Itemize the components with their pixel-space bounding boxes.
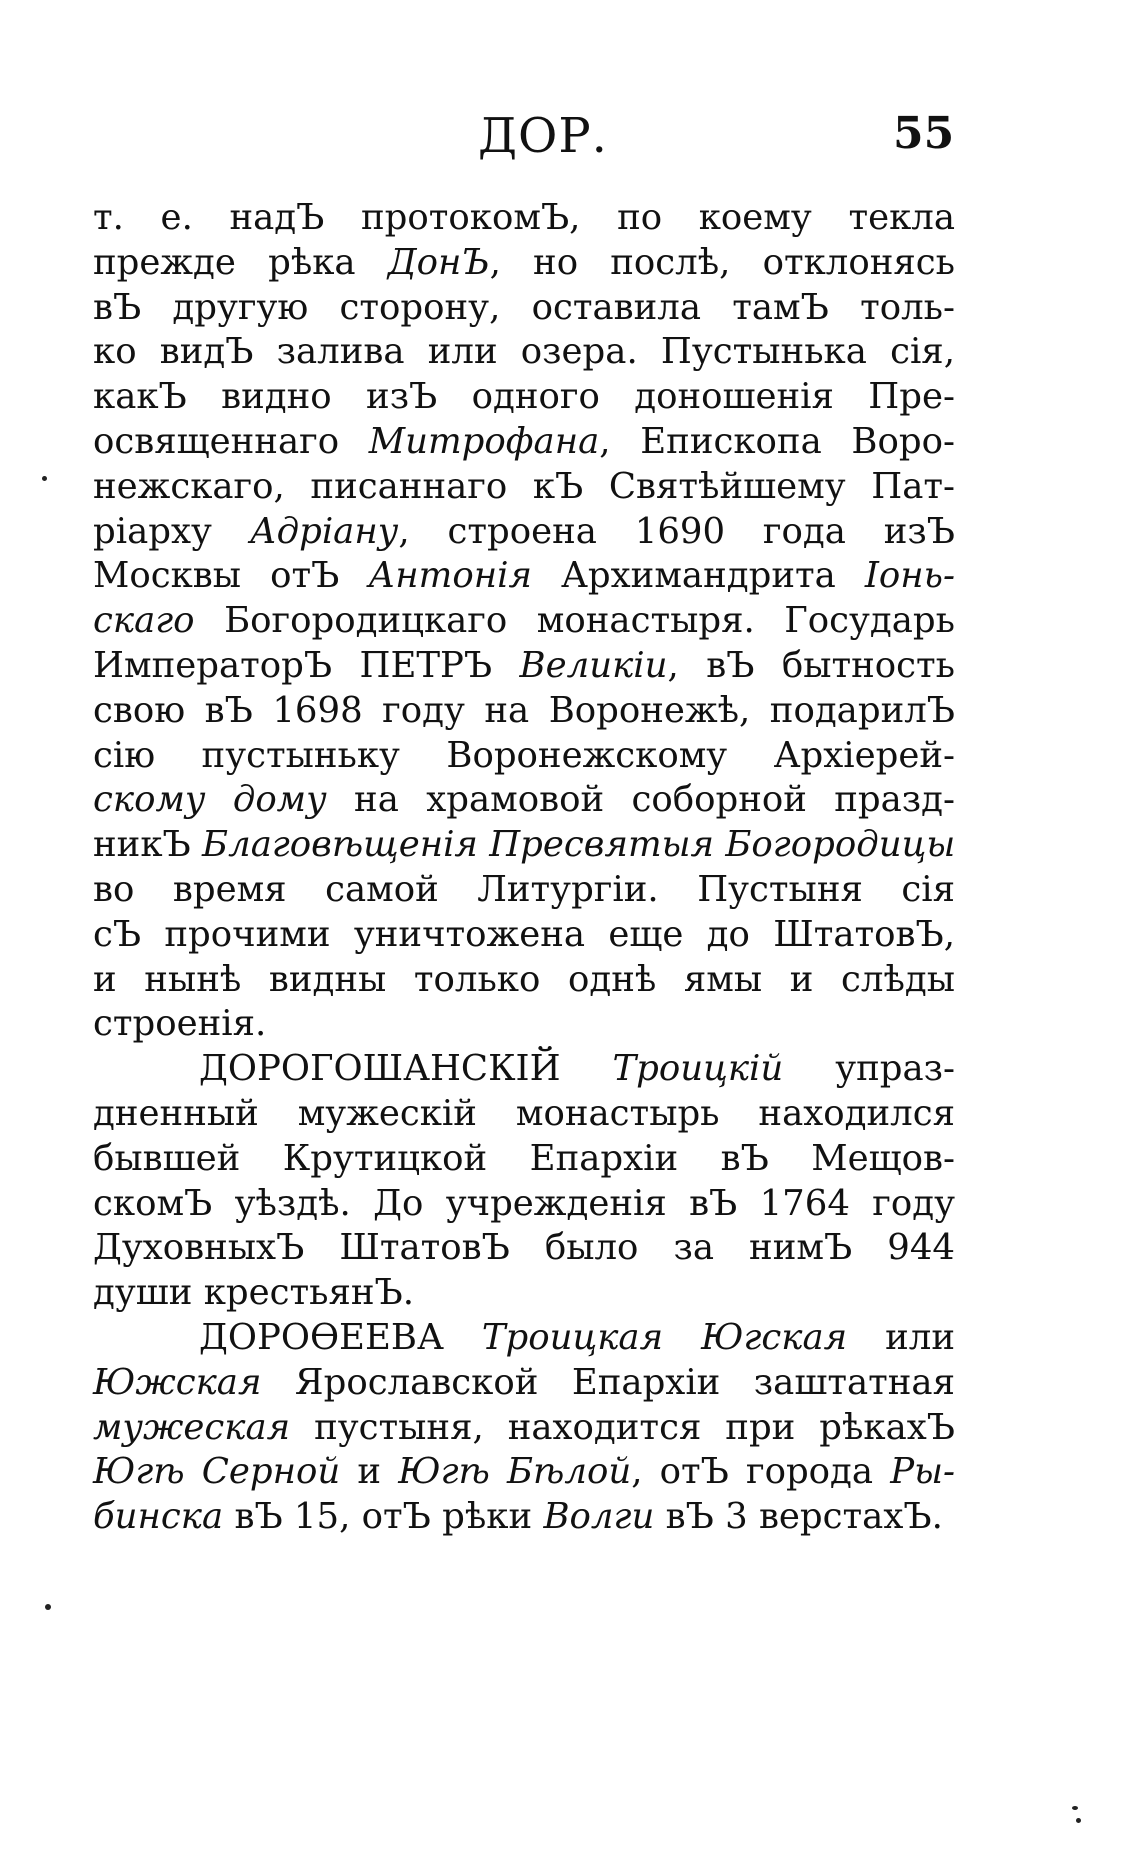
text-line bbox=[93, 823, 955, 868]
text-run: вЪ 3 верстахЪ. bbox=[654, 1496, 943, 1538]
text-line bbox=[93, 778, 955, 823]
text-run: строенія. bbox=[93, 1003, 267, 1045]
text-run: , Епископа Воро- bbox=[599, 420, 955, 462]
text-run: или bbox=[847, 1316, 955, 1358]
text-run: ДОРОГОШАНСКІЙ bbox=[199, 1048, 613, 1090]
text-run: упраз- bbox=[783, 1048, 955, 1090]
text-line bbox=[93, 1002, 955, 1047]
text-run: какЪ видно изЪ одного доношенія Пре- bbox=[93, 376, 955, 418]
text-run: , вЪ бытность bbox=[667, 644, 955, 686]
text-line bbox=[93, 1361, 955, 1406]
italic-run: Митрофана bbox=[368, 420, 600, 462]
page-number: 55 bbox=[893, 108, 955, 159]
text-line bbox=[93, 644, 955, 689]
text-line bbox=[93, 1316, 955, 1361]
italic-run: Великіи bbox=[519, 644, 668, 686]
text-run: ИмператорЪ ПЕТРЪ bbox=[93, 644, 520, 686]
text-line bbox=[93, 1182, 955, 1227]
text-run: , строена 1690 года изЪ bbox=[398, 510, 955, 552]
text-run: души крестьянЪ. bbox=[93, 1272, 415, 1314]
text-run: сЪ прочими уничтожена еще до ШтатовЪ, bbox=[93, 913, 955, 955]
text-run: вЪ 15, отЪ рѣки bbox=[223, 1496, 544, 1538]
text-line bbox=[93, 554, 955, 599]
italic-run: скому дому bbox=[93, 779, 327, 821]
text-line bbox=[93, 868, 955, 913]
italic-run: Ры- bbox=[890, 1451, 955, 1493]
italic-run: бинска bbox=[93, 1496, 224, 1538]
text-line bbox=[93, 330, 955, 375]
text-line bbox=[93, 465, 955, 510]
text-run: т. е. надЪ протокомЪ, по коему текла bbox=[93, 197, 955, 238]
text-line bbox=[93, 1226, 955, 1271]
text-run: Москвы отЪ bbox=[93, 555, 369, 597]
text-line bbox=[93, 1406, 955, 1451]
italic-run: Антонія bbox=[368, 555, 532, 597]
ink-speck bbox=[1072, 1806, 1078, 1810]
text-run: свою вЪ 1698 году на Воронежѣ, подарилЪ bbox=[93, 689, 955, 731]
text-line bbox=[93, 734, 955, 779]
text-run: ко видЪ залива или озера. Пустынька сія, bbox=[93, 331, 955, 373]
text-run: на храмовой соборной празд- bbox=[326, 779, 955, 821]
text-line bbox=[93, 420, 955, 465]
text-line bbox=[93, 375, 955, 420]
italic-run: Благовѣщенія Пресвятыя Богородицы bbox=[202, 824, 956, 866]
body-text bbox=[93, 196, 955, 1540]
text-run: скомЪ уѣздѣ. До учрежденія вЪ 1764 году bbox=[93, 1182, 955, 1224]
text-line bbox=[93, 1450, 955, 1495]
text-run: прежде рѣка bbox=[93, 241, 388, 283]
text-line bbox=[93, 510, 955, 555]
page-header bbox=[0, 108, 1140, 168]
text-run: нежскаго, писаннаго кЪ Святѣйшему Пат- bbox=[93, 465, 955, 507]
text-run: ріарху bbox=[93, 510, 250, 552]
text-line bbox=[93, 1092, 955, 1137]
text-run: во время самой Литургіи. Пустыня сія bbox=[93, 868, 955, 910]
text-line bbox=[93, 1047, 955, 1092]
italic-run: Іонь- bbox=[864, 555, 955, 597]
text-line bbox=[93, 689, 955, 734]
text-line bbox=[93, 196, 955, 241]
italic-run: Волги bbox=[543, 1496, 655, 1538]
ink-speck bbox=[45, 1604, 51, 1610]
running-head: ДОР. bbox=[478, 108, 608, 164]
italic-run: Южская bbox=[93, 1361, 262, 1403]
text-run: Архимандрита bbox=[531, 555, 865, 597]
text-run: Богородицкаго монастыря. Государь bbox=[194, 600, 955, 642]
italic-run: ДонЪ bbox=[387, 241, 490, 283]
text-run: ДОРОѲЕЕВА bbox=[199, 1316, 482, 1358]
text-run: бывшей Крутицкой Епархіи вЪ Мещов- bbox=[93, 1137, 955, 1179]
text-run: ДуховныхЪ ШтатовЪ было за нимЪ 944 bbox=[93, 1227, 955, 1269]
text-line bbox=[93, 913, 955, 958]
text-line bbox=[93, 241, 955, 286]
text-run: дненный мужескій монастырь находился bbox=[93, 1092, 955, 1134]
text-run: сію пустыньку Воронежскому Архіерей- bbox=[93, 734, 955, 776]
text-run: освященнаго bbox=[93, 420, 369, 462]
italic-run: Югѣ Серной bbox=[93, 1451, 341, 1493]
text-line bbox=[93, 958, 955, 1003]
italic-run: Троицкая Югская bbox=[481, 1316, 848, 1358]
text-run: никЪ bbox=[93, 824, 202, 866]
text-run: и bbox=[340, 1451, 399, 1493]
text-line bbox=[93, 1271, 955, 1316]
italic-run: Югѣ Бѣлой bbox=[398, 1451, 632, 1493]
text-run: вЪ другую сторону, оставила тамЪ толь- bbox=[93, 286, 955, 328]
italic-run: Адріану bbox=[249, 510, 399, 552]
text-run: , отЪ города bbox=[631, 1451, 891, 1493]
ink-speck bbox=[42, 476, 47, 481]
text-line bbox=[93, 286, 955, 331]
text-run: , но послѣ, отклонясь bbox=[489, 241, 955, 283]
ink-speck bbox=[1076, 1818, 1081, 1823]
italic-run: мужеская bbox=[93, 1406, 291, 1448]
italic-run: Троицкій bbox=[612, 1048, 784, 1090]
italic-run: скаго bbox=[93, 600, 195, 642]
text-run: пустыня, находится при рѣкахЪ bbox=[290, 1406, 955, 1448]
text-line bbox=[93, 1137, 955, 1182]
text-line bbox=[93, 599, 955, 644]
text-run: и нынѣ видны только однѣ ямы и слѣды bbox=[93, 958, 955, 1000]
text-run: Ярославской Епархіи заштатная bbox=[261, 1361, 955, 1403]
text-line bbox=[93, 1495, 955, 1540]
